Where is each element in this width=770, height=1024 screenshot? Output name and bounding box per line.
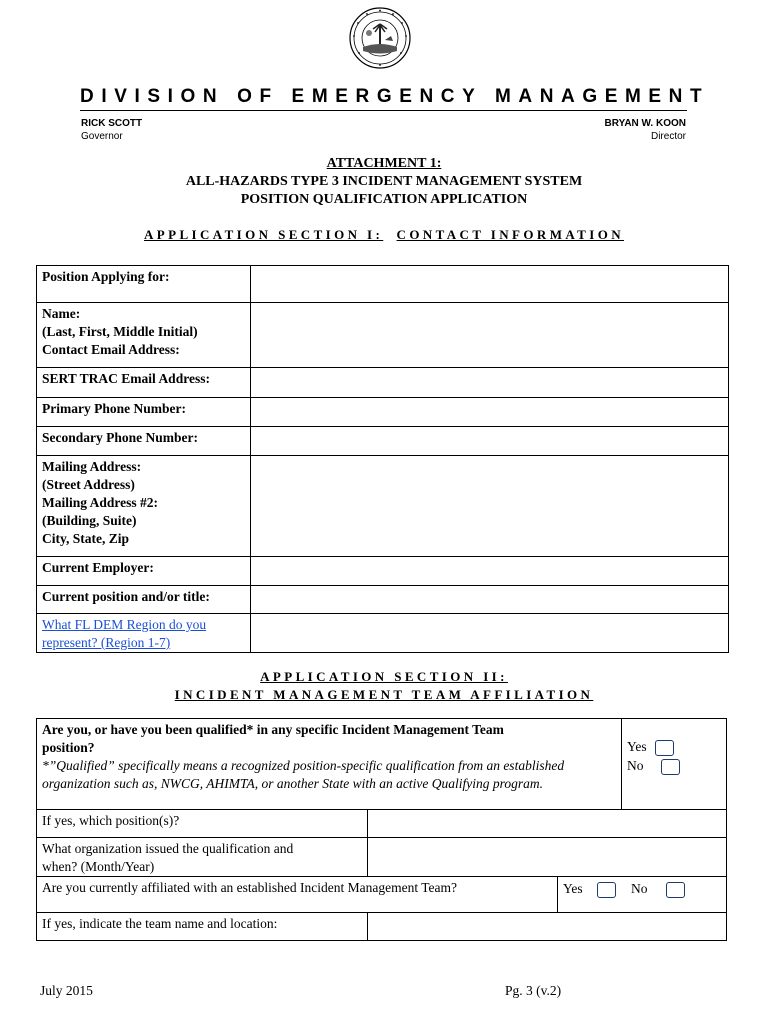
position-applying-field[interactable]	[251, 266, 729, 303]
table-row	[37, 266, 729, 303]
team-name-location-field[interactable]	[368, 913, 727, 941]
table-row	[37, 586, 729, 614]
table-row	[37, 877, 727, 913]
name-email-label: Name: (Last, First, Middle Initial) Contact Email Address:	[37, 303, 251, 368]
currently-affiliated-question: Are you currently affiliated with an established Incident Management Team?	[37, 877, 558, 913]
which-positions-label: If yes, which position(s)?	[37, 810, 368, 838]
header-divider	[80, 110, 687, 111]
currently-affiliated-yes-no	[558, 877, 727, 913]
secondary-phone-label: Secondary Phone Number:	[37, 427, 251, 456]
governor-name: RICK SCOTT	[81, 118, 143, 129]
table-row	[37, 456, 729, 557]
current-employer-label: Current Employer:	[37, 557, 251, 586]
position-applying-label: Position Applying for:	[37, 266, 251, 303]
affiliated-yes-option[interactable]: Yes	[563, 881, 616, 896]
table-row	[37, 614, 729, 653]
primary-phone-field[interactable]	[251, 398, 729, 427]
section-2-heading-line-2: INCIDENT MANAGEMENT TEAM AFFILIATION	[174, 687, 594, 702]
affiliated-no-option[interactable]: No	[631, 881, 685, 896]
director-title: Director	[650, 131, 686, 142]
section-2-heading-line-1: APPLICATION SECTION II:	[260, 669, 508, 684]
table-row	[37, 557, 729, 586]
imt-affiliation-table	[36, 718, 727, 941]
sert-trac-email-label: SERT TRAC Email Address:	[37, 368, 251, 398]
table-row	[37, 427, 729, 456]
qualified-question: Are you, or have you been qualified* in any specific Incident Management Team position? *”Qualified” specifically means a recognized position-specific qualification from an established organization such as, NWCG, AHIMTA, or another State with an active Qualifying program.	[37, 719, 622, 810]
qualified-no-option[interactable]: No	[627, 756, 721, 775]
sert-trac-email-field[interactable]	[251, 368, 729, 398]
affiliated-yes-checkbox[interactable]	[597, 882, 616, 898]
attachment-line-2: ALL-HAZARDS TYPE 3 INCIDENT MANAGEMENT SYSTEM	[185, 174, 583, 189]
attachment-heading	[80, 155, 688, 209]
issuing-organization-field[interactable]	[368, 838, 727, 877]
section-2-heading	[80, 668, 688, 704]
florida-state-seal-icon	[349, 7, 411, 69]
attachment-line-3: POSITION QUALIFICATION APPLICATION	[240, 192, 528, 207]
current-position-field[interactable]	[251, 586, 729, 614]
qualified-yes-checkbox[interactable]	[655, 740, 674, 756]
current-employer-field[interactable]	[251, 557, 729, 586]
qualified-no-checkbox[interactable]	[661, 759, 680, 775]
contact-information-table	[36, 265, 729, 653]
current-position-label: Current position and/or title:	[37, 586, 251, 614]
agency-title: DIVISION OF EMERGENCY MANAGEMENT	[80, 86, 710, 107]
table-row	[37, 368, 729, 398]
director-name: BRYAN W. KOON	[604, 118, 686, 129]
region-question-label[interactable]	[37, 614, 251, 653]
qualified-note: *”Qualified” specifically means a recognized position-specific qualification from an established organization such as, NWCG, AHIMTA, or another State with an active Qualifying program.	[42, 758, 565, 791]
affiliated-no-checkbox[interactable]	[666, 882, 685, 898]
primary-phone-label: Primary Phone Number:	[37, 398, 251, 427]
governor-block	[81, 117, 142, 143]
mailing-address-label: Mailing Address: (Street Address) Mailing Address #2: (Building, Suite) City, State, Zip	[37, 456, 251, 557]
table-row	[37, 719, 727, 810]
issuing-organization-label: What organization issued the qualification and when? (Month/Year)	[37, 838, 368, 877]
attachment-line-1: ATTACHMENT 1:	[326, 156, 442, 171]
team-name-location-label: If yes, indicate the team name and location:	[37, 913, 368, 941]
section-1-heading-part-2: CONTACT INFORMATION	[396, 227, 625, 242]
table-row	[37, 913, 727, 941]
section-1-heading-part-1: APPLICATION SECTION I:	[143, 227, 384, 242]
name-email-field[interactable]	[251, 303, 729, 368]
director-block	[520, 117, 686, 143]
governor-title: Governor	[81, 131, 123, 142]
table-row	[37, 303, 729, 368]
region-field[interactable]	[251, 614, 729, 653]
table-row	[37, 838, 727, 877]
secondary-phone-field[interactable]	[251, 427, 729, 456]
region-question-link-line-1[interactable]: What FL DEM Region do you	[42, 617, 207, 632]
mailing-address-field[interactable]	[251, 456, 729, 557]
footer-page-number: Pg. 3 (v.2)	[505, 983, 562, 998]
which-positions-field[interactable]	[368, 810, 727, 838]
region-question-link-line-2[interactable]: represent? (Region 1-7)	[42, 635, 171, 650]
qualified-yes-option[interactable]: Yes	[627, 737, 721, 756]
table-row	[37, 810, 727, 838]
table-row	[37, 398, 729, 427]
qualified-yes-no	[622, 719, 727, 810]
section-1-heading	[80, 227, 688, 243]
footer-date: July 2015	[40, 983, 93, 998]
